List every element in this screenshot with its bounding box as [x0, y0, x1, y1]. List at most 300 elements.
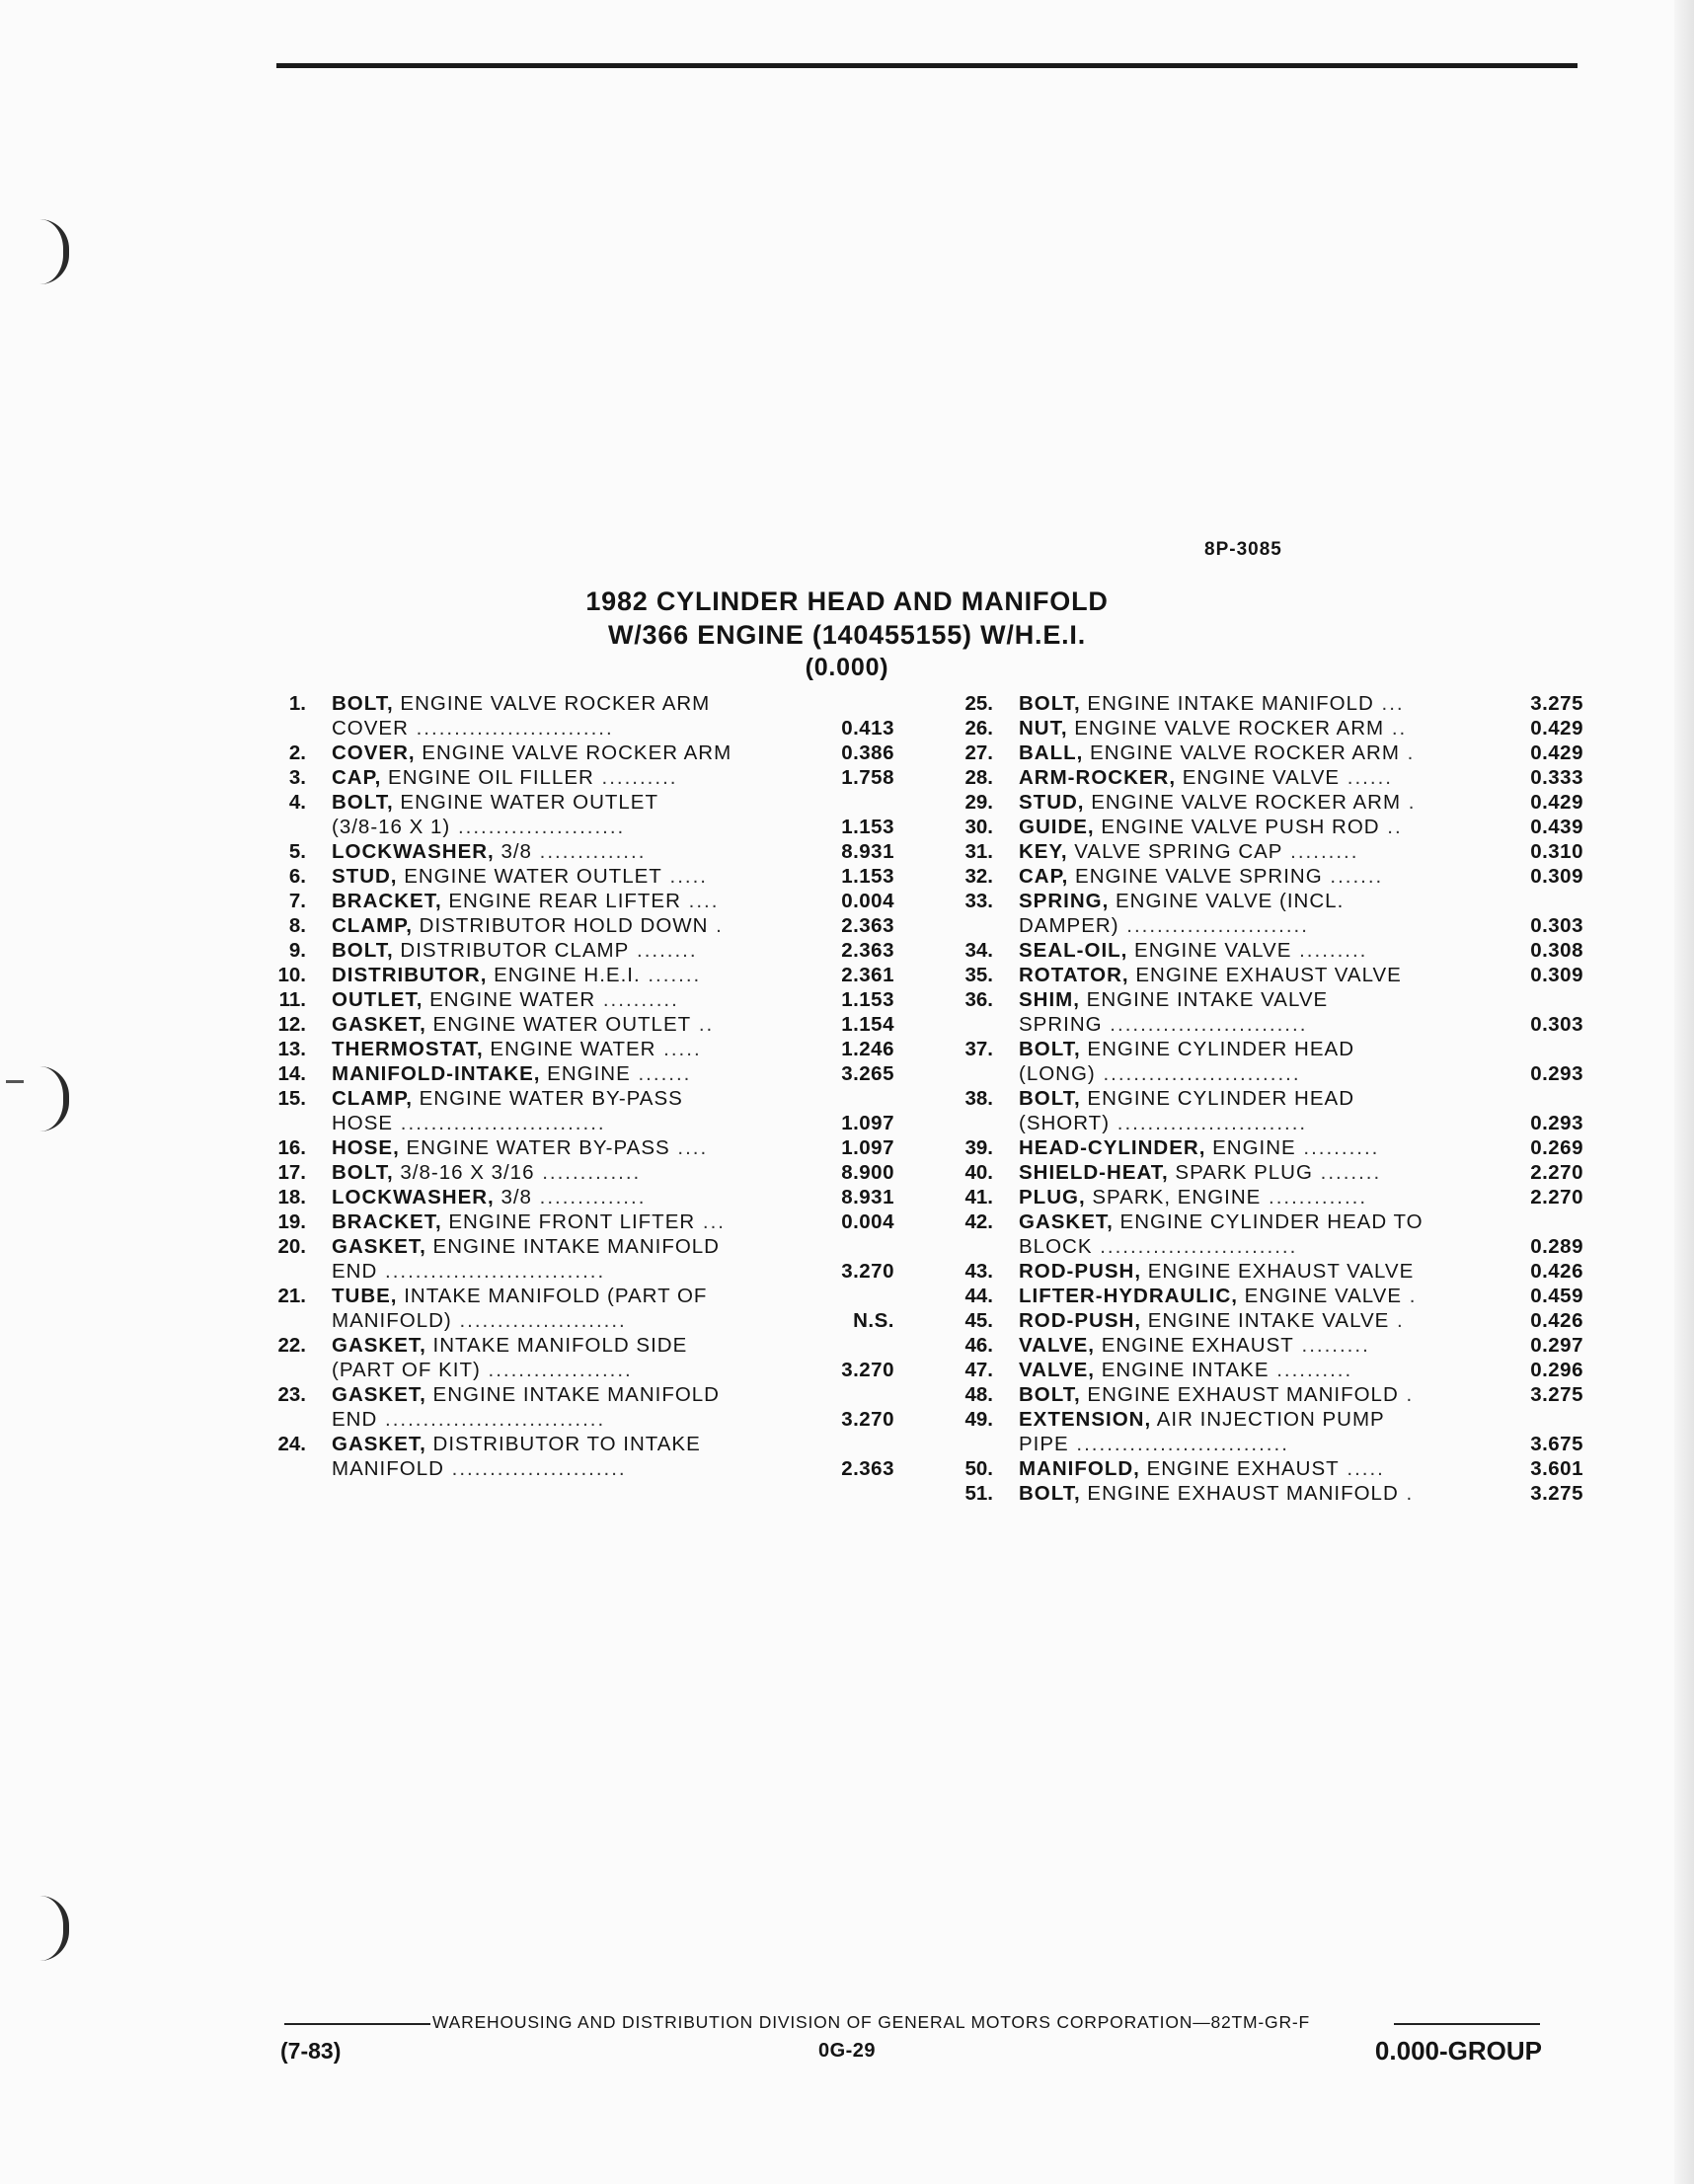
- item-description: [1019, 1209, 1453, 1234]
- item-text: ENGINE FRONT LIFTER: [441, 1210, 696, 1233]
- item-keyword: BOLT,: [332, 791, 394, 814]
- item-description: [1019, 1012, 1453, 1037]
- dot-leader: .....: [661, 865, 708, 888]
- item-number: 4.: [288, 791, 306, 814]
- dot-leader: ...: [695, 1210, 726, 1233]
- item-number: 46.: [964, 1334, 993, 1357]
- item-description: [332, 1086, 766, 1111]
- parts-list-row: [263, 963, 894, 987]
- group-number: 2.361: [841, 964, 894, 986]
- item-description: [1019, 1111, 1453, 1135]
- item-text: ENGINE INTAKE: [1095, 1359, 1270, 1381]
- dot-leader: .: [1398, 1383, 1415, 1406]
- parts-list-row: [950, 1333, 1583, 1358]
- item-keyword: BOLT,: [1019, 1482, 1081, 1505]
- dot-leader: ..: [1384, 717, 1408, 740]
- item-description: [332, 1407, 766, 1432]
- item-keyword: VALVE,: [1019, 1334, 1095, 1357]
- item-text: ENGINE CYLINDER HEAD: [1080, 1087, 1355, 1110]
- item-number: 14.: [277, 1062, 306, 1085]
- group-number: 0.004: [841, 890, 894, 912]
- item-text: AIR INJECTION PUMP: [1151, 1408, 1385, 1431]
- item-keyword: MANIFOLD-INTAKE,: [332, 1062, 541, 1085]
- parts-list-row: [263, 1456, 894, 1481]
- group-number: 3.275: [1530, 692, 1583, 715]
- item-text: ENGINE CYLINDER HEAD TO: [1113, 1210, 1424, 1233]
- item-keyword: SHIELD-HEAT,: [1019, 1161, 1169, 1184]
- dot-leader: .: [1401, 791, 1417, 814]
- group-number: 3.275: [1530, 1383, 1583, 1406]
- item-text: ENGINE WATER OUTLET: [425, 1013, 692, 1036]
- group-number: 0.308: [1530, 939, 1583, 962]
- item-number: 1.: [288, 692, 306, 715]
- item-text: ENGINE WATER OUTLET: [397, 865, 662, 888]
- group-number: 2.363: [841, 1457, 894, 1480]
- item-number: 44.: [964, 1285, 993, 1307]
- item-number: 32.: [964, 865, 993, 888]
- group-number: 3.601: [1530, 1457, 1583, 1480]
- item-description: [332, 1432, 766, 1456]
- group-number: 0.293: [1530, 1112, 1583, 1134]
- footer-group: 0.000-GROUP: [1374, 2036, 1542, 2066]
- item-description: [1019, 1358, 1453, 1382]
- parts-list-row: [263, 790, 894, 815]
- item-keyword: BOLT,: [1019, 692, 1081, 715]
- item-text: SPARK, ENGINE: [1085, 1186, 1262, 1209]
- dot-leader: .: [1399, 741, 1416, 764]
- parts-list-row: [263, 765, 894, 790]
- item-keyword: ROD-PUSH,: [1019, 1309, 1142, 1332]
- title-line-3: (0.000): [805, 654, 889, 681]
- item-number: 41.: [964, 1186, 993, 1209]
- item-text: ENGINE INTAKE MANIFOLD: [1080, 692, 1374, 715]
- item-number: 34.: [964, 939, 993, 962]
- group-number: 0.386: [841, 741, 894, 764]
- item-text: BLOCK: [1019, 1235, 1093, 1258]
- parts-list-row: [950, 839, 1583, 864]
- item-description: [332, 1259, 766, 1284]
- item-description: [1019, 1135, 1453, 1160]
- dot-leader: .....: [1339, 1457, 1385, 1480]
- dot-leader: ..........: [1269, 1359, 1353, 1381]
- item-keyword: BOLT,: [1019, 1038, 1081, 1060]
- group-number: 1.097: [841, 1112, 894, 1134]
- dot-leader: .............: [1261, 1186, 1368, 1209]
- dot-leader: .......: [630, 1062, 692, 1085]
- item-text: ENGINE CYLINDER HEAD: [1080, 1038, 1355, 1060]
- dot-leader: ........: [1312, 1161, 1382, 1184]
- item-keyword: GASKET,: [332, 1013, 426, 1036]
- dot-leader: .......: [640, 964, 702, 986]
- item-text: ENGINE INTAKE MANIFOLD: [425, 1235, 720, 1258]
- item-description: [1019, 1456, 1453, 1481]
- parts-list-row: [950, 1160, 1583, 1185]
- parts-list-row: [263, 1086, 894, 1111]
- group-number: 1.154: [841, 1013, 894, 1036]
- item-number: 11.: [278, 988, 306, 1011]
- binder-hole-mark: [39, 219, 69, 284]
- item-text: ENGINE: [540, 1062, 631, 1085]
- item-description: [332, 1037, 766, 1061]
- item-text: COVER: [332, 717, 409, 740]
- dot-leader: ......................: [451, 1309, 627, 1332]
- dot-leader: ..........: [593, 766, 678, 789]
- item-number: 23.: [277, 1383, 306, 1406]
- item-text: ENGINE WATER: [483, 1038, 656, 1060]
- dot-leader: ............................: [1068, 1433, 1289, 1455]
- item-keyword: LOCKWASHER,: [332, 840, 495, 863]
- parts-list-row: [950, 1259, 1583, 1284]
- item-number: 51.: [964, 1482, 993, 1505]
- parts-list-row: [950, 913, 1583, 938]
- group-number: 0.333: [1530, 766, 1583, 789]
- item-text: ENGINE EXHAUST MANIFOLD: [1080, 1482, 1399, 1505]
- dot-leader: ......................: [450, 816, 626, 838]
- item-text: ENGINE VALVE ROCKER ARM: [1083, 741, 1400, 764]
- item-number: 37.: [964, 1038, 993, 1060]
- item-description: [332, 938, 766, 963]
- parts-list-row: [263, 741, 894, 765]
- item-number: 39.: [964, 1136, 993, 1159]
- item-description: [332, 963, 766, 987]
- item-description: [332, 864, 766, 889]
- item-description: [332, 1160, 766, 1185]
- item-description: [1019, 1061, 1453, 1086]
- item-text: DISTRIBUTOR TO INTAKE: [425, 1433, 701, 1455]
- parts-list-row: [263, 1185, 894, 1209]
- parts-list-row: [263, 938, 894, 963]
- item-text: ENGINE: [1205, 1136, 1296, 1159]
- item-description: [332, 1111, 766, 1135]
- group-number: 2.363: [841, 914, 894, 937]
- item-description: [1019, 1259, 1453, 1284]
- item-number: 49.: [964, 1408, 993, 1431]
- dot-leader: ....: [680, 890, 720, 912]
- item-description: [1019, 987, 1453, 1012]
- item-number: 25.: [964, 692, 993, 715]
- item-text: ENGINE VALVE ROCKER ARM: [1067, 717, 1385, 740]
- item-text: ENGINE WATER OUTLET: [393, 791, 658, 814]
- item-number: 30.: [964, 816, 993, 838]
- dot-leader: .............................: [377, 1260, 606, 1283]
- item-keyword: HOSE,: [332, 1136, 400, 1159]
- item-description: [1019, 790, 1453, 815]
- item-keyword: HEAD-CYLINDER,: [1019, 1136, 1206, 1159]
- group-number: 0.297: [1530, 1334, 1583, 1357]
- item-description: [332, 1135, 766, 1160]
- margin-tick-mark: [6, 1080, 24, 1083]
- item-text: (PART OF KIT): [332, 1359, 481, 1381]
- item-description: [1019, 716, 1453, 741]
- group-number: 1.153: [841, 988, 894, 1011]
- item-number: 31.: [964, 840, 993, 863]
- group-number: N.S.: [853, 1309, 894, 1332]
- item-keyword: CAP,: [1019, 865, 1069, 888]
- parts-list-row: [950, 765, 1583, 790]
- parts-list-row: [263, 1333, 894, 1358]
- footer-publisher-text: WAREHOUSING AND DISTRIBUTION DIVISION OF GENERAL MOTORS CORPORATION—82TM-GR-F: [432, 2012, 1311, 2032]
- parts-list-row: [263, 815, 894, 839]
- item-description: [332, 889, 766, 913]
- item-keyword: STUD,: [1019, 791, 1085, 814]
- page-edge-shadow: [1674, 0, 1694, 2184]
- parts-list-row: [950, 1037, 1583, 1061]
- item-description: [332, 839, 766, 864]
- item-description: [1019, 765, 1453, 790]
- parts-list-row: [950, 1358, 1583, 1382]
- parts-list-row: [950, 1061, 1583, 1086]
- item-text: DAMPER): [1019, 914, 1119, 937]
- item-description: [1019, 889, 1453, 913]
- group-number: 0.429: [1530, 741, 1583, 764]
- parts-list-row: [263, 1061, 894, 1086]
- group-number: 0.269: [1530, 1136, 1583, 1159]
- group-number: 2.270: [1530, 1186, 1583, 1209]
- item-keyword: CAP,: [332, 766, 382, 789]
- item-keyword: CLAMP,: [332, 1087, 413, 1110]
- item-description: [1019, 691, 1453, 716]
- item-keyword: GASKET,: [332, 1235, 426, 1258]
- parts-list-row: [950, 691, 1583, 716]
- item-description: [332, 716, 766, 741]
- parts-list-row: [950, 889, 1583, 913]
- binder-hole-mark: [39, 1066, 69, 1131]
- group-number: 1.097: [841, 1136, 894, 1159]
- dot-leader: ..........................: [1092, 1235, 1298, 1258]
- group-number: 0.004: [841, 1210, 894, 1233]
- parts-list-row: [263, 987, 894, 1012]
- dot-leader: ..........: [1295, 1136, 1380, 1159]
- dot-leader: ..........................: [1095, 1062, 1301, 1085]
- parts-list-row: [950, 1407, 1583, 1432]
- item-number: 36.: [964, 988, 993, 1011]
- group-number: 0.426: [1530, 1260, 1583, 1283]
- item-description: [332, 1284, 766, 1308]
- item-text: 3/8-16 X 3/16: [393, 1161, 535, 1184]
- item-keyword: BOLT,: [332, 692, 394, 715]
- group-number: 0.310: [1530, 840, 1583, 863]
- item-number: 27.: [964, 741, 993, 764]
- parts-list-row: [263, 1284, 894, 1308]
- parts-list-row: [950, 938, 1583, 963]
- group-number: 0.309: [1530, 865, 1583, 888]
- item-text: (3/8-16 X 1): [332, 816, 451, 838]
- group-number: 0.429: [1530, 717, 1583, 740]
- item-number: 2.: [288, 741, 306, 764]
- group-number: 1.246: [841, 1038, 894, 1060]
- group-number: 0.303: [1530, 1013, 1583, 1036]
- item-description: [1019, 913, 1453, 938]
- dot-leader: .: [1398, 1482, 1415, 1505]
- item-keyword: BRACKET,: [332, 1210, 442, 1233]
- item-keyword: SEAL-OIL,: [1019, 939, 1128, 962]
- item-number: 18.: [277, 1186, 306, 1209]
- parts-list-row: [263, 1012, 894, 1037]
- item-keyword: GASKET,: [332, 1433, 426, 1455]
- item-number: 42.: [964, 1210, 993, 1233]
- group-number: 0.459: [1530, 1285, 1583, 1307]
- top-rule: [276, 63, 1578, 68]
- item-text: ENGINE WATER BY-PASS: [412, 1087, 683, 1110]
- item-text: ENGINE VALVE SPRING: [1068, 865, 1323, 888]
- dot-leader: ........................: [1118, 914, 1309, 937]
- item-text: ENGINE WATER: [423, 988, 596, 1011]
- item-description: [332, 1234, 766, 1259]
- dot-leader: ..: [691, 1013, 715, 1036]
- item-text: END: [332, 1260, 378, 1283]
- parts-list-row: [263, 1308, 894, 1333]
- item-description: [1019, 1382, 1453, 1407]
- item-number: 26.: [964, 717, 993, 740]
- dot-leader: ..........................: [1102, 1013, 1308, 1036]
- item-text: PIPE: [1019, 1433, 1069, 1455]
- item-description: [1019, 1160, 1453, 1185]
- item-description: [332, 741, 766, 765]
- item-keyword: BRACKET,: [332, 890, 442, 912]
- item-keyword: STUD,: [332, 865, 398, 888]
- item-text: ENGINE EXHAUST MANIFOLD: [1080, 1383, 1399, 1406]
- item-keyword: GASKET,: [1019, 1210, 1114, 1233]
- parts-list-row: [263, 1432, 894, 1456]
- group-number: 1.153: [841, 816, 894, 838]
- item-number: 5.: [288, 840, 306, 863]
- parts-list-row: [263, 864, 894, 889]
- item-text: ENGINE VALVE (INCL.: [1109, 890, 1345, 912]
- item-number: 22.: [277, 1334, 306, 1357]
- parts-list-row: [263, 1259, 894, 1284]
- group-number: 0.439: [1530, 816, 1583, 838]
- item-keyword: GUIDE,: [1019, 816, 1095, 838]
- item-text: ENGINE VALVE ROCKER ARM: [1084, 791, 1402, 814]
- parts-list-row: [950, 864, 1583, 889]
- item-number: 35.: [964, 964, 993, 986]
- dot-leader: ...........................: [393, 1112, 606, 1134]
- group-number: 0.426: [1530, 1309, 1583, 1332]
- item-description: [1019, 1333, 1453, 1358]
- item-keyword: ARM-ROCKER,: [1019, 766, 1177, 789]
- parts-list-row: [950, 1382, 1583, 1407]
- item-keyword: TUBE,: [332, 1285, 398, 1307]
- item-text: ENGINE EXHAUST: [1095, 1334, 1294, 1357]
- item-keyword: OUTLET,: [332, 988, 424, 1011]
- dot-leader: .........: [1293, 1334, 1370, 1357]
- item-number: 12.: [277, 1013, 306, 1036]
- item-description: [332, 1382, 766, 1407]
- dot-leader: .........: [1291, 939, 1368, 962]
- item-keyword: BOLT,: [1019, 1087, 1081, 1110]
- item-description: [332, 815, 766, 839]
- footer-rule-right: [1394, 2023, 1540, 2025]
- item-text: ENGINE VALVE: [1237, 1285, 1403, 1307]
- parts-list-row: [950, 1111, 1583, 1135]
- group-number: 1.153: [841, 865, 894, 888]
- group-number: 0.309: [1530, 964, 1583, 986]
- dot-leader: ...................: [480, 1359, 633, 1381]
- item-text: ENGINE EXHAUST: [1139, 1457, 1340, 1480]
- dot-leader: .........: [1282, 840, 1359, 863]
- parts-list-row: [263, 1407, 894, 1432]
- dot-leader: .......: [1322, 865, 1384, 888]
- group-number: 0.413: [841, 717, 894, 740]
- item-keyword: GASKET,: [332, 1334, 426, 1357]
- item-text: ENGINE INTAKE MANIFOLD: [425, 1383, 720, 1406]
- item-number: 50.: [964, 1457, 993, 1480]
- item-text: 3/8: [494, 840, 532, 863]
- item-description: [332, 765, 766, 790]
- item-text: HOSE: [332, 1112, 394, 1134]
- item-description: [1019, 1308, 1453, 1333]
- parts-list-row: [950, 1284, 1583, 1308]
- parts-list-row: [950, 1432, 1583, 1456]
- item-text: ENGINE EXHAUST VALVE: [1128, 964, 1402, 986]
- group-number: 8.900: [841, 1161, 894, 1184]
- item-keyword: BOLT,: [1019, 1383, 1081, 1406]
- parts-list-row: [263, 839, 894, 864]
- group-number: 2.270: [1530, 1161, 1583, 1184]
- dot-leader: .....: [655, 1038, 702, 1060]
- item-description: [1019, 938, 1453, 963]
- parts-list-row: [263, 1160, 894, 1185]
- parts-list-row: [263, 716, 894, 741]
- item-number: 17.: [277, 1161, 306, 1184]
- item-number: 13.: [277, 1038, 306, 1060]
- item-number: 19.: [277, 1210, 306, 1233]
- parts-list-right-column: [950, 691, 1583, 1506]
- item-text: (SHORT): [1019, 1112, 1111, 1134]
- parts-list-row: [950, 1185, 1583, 1209]
- dot-leader: ..............: [531, 1186, 647, 1209]
- item-text: (LONG): [1019, 1062, 1096, 1085]
- item-keyword: PLUG,: [1019, 1186, 1086, 1209]
- parts-list-row: [950, 1012, 1583, 1037]
- dot-leader: ....: [669, 1136, 709, 1159]
- item-text: 3/8: [494, 1186, 532, 1209]
- item-keyword: GASKET,: [332, 1383, 426, 1406]
- parts-list-left-column: [263, 691, 894, 1481]
- parts-list-row: [263, 1111, 894, 1135]
- parts-list-row: [263, 1358, 894, 1382]
- parts-list-row: [950, 963, 1583, 987]
- item-description: [332, 1333, 766, 1358]
- parts-list-row: [950, 1209, 1583, 1234]
- dot-leader: ..........: [595, 988, 679, 1011]
- item-text: ENGINE VALVE: [1127, 939, 1292, 962]
- item-number: 10.: [277, 964, 306, 986]
- item-text: ENGINE REAR LIFTER: [441, 890, 681, 912]
- item-keyword: BALL,: [1019, 741, 1084, 764]
- item-number: 47.: [964, 1359, 993, 1381]
- parts-list-row: [263, 1135, 894, 1160]
- item-keyword: THERMOSTAT,: [332, 1038, 484, 1060]
- item-number: 24.: [277, 1433, 306, 1455]
- title-line-1: 1982 CYLINDER HEAD AND MANIFOLD: [585, 586, 1109, 616]
- item-text: DISTRIBUTOR CLAMP: [393, 939, 630, 962]
- item-keyword: ROD-PUSH,: [1019, 1260, 1142, 1283]
- item-text: MANIFOLD): [332, 1309, 452, 1332]
- parts-list-row: [950, 1135, 1583, 1160]
- item-description: [1019, 1284, 1453, 1308]
- item-text: ENGINE VALVE PUSH ROD: [1094, 816, 1380, 838]
- doc-number: 8P-3085: [1204, 539, 1282, 560]
- dot-leader: ...: [1373, 692, 1405, 715]
- dot-leader: ..: [1379, 816, 1403, 838]
- group-number: 0.293: [1530, 1062, 1583, 1085]
- item-text: ENGINE VALVE ROCKER ARM: [393, 692, 711, 715]
- item-description: [332, 1209, 766, 1234]
- dot-leader: .: [1389, 1309, 1405, 1332]
- item-keyword: DISTRIBUTOR,: [332, 964, 488, 986]
- item-number: 21.: [277, 1285, 306, 1307]
